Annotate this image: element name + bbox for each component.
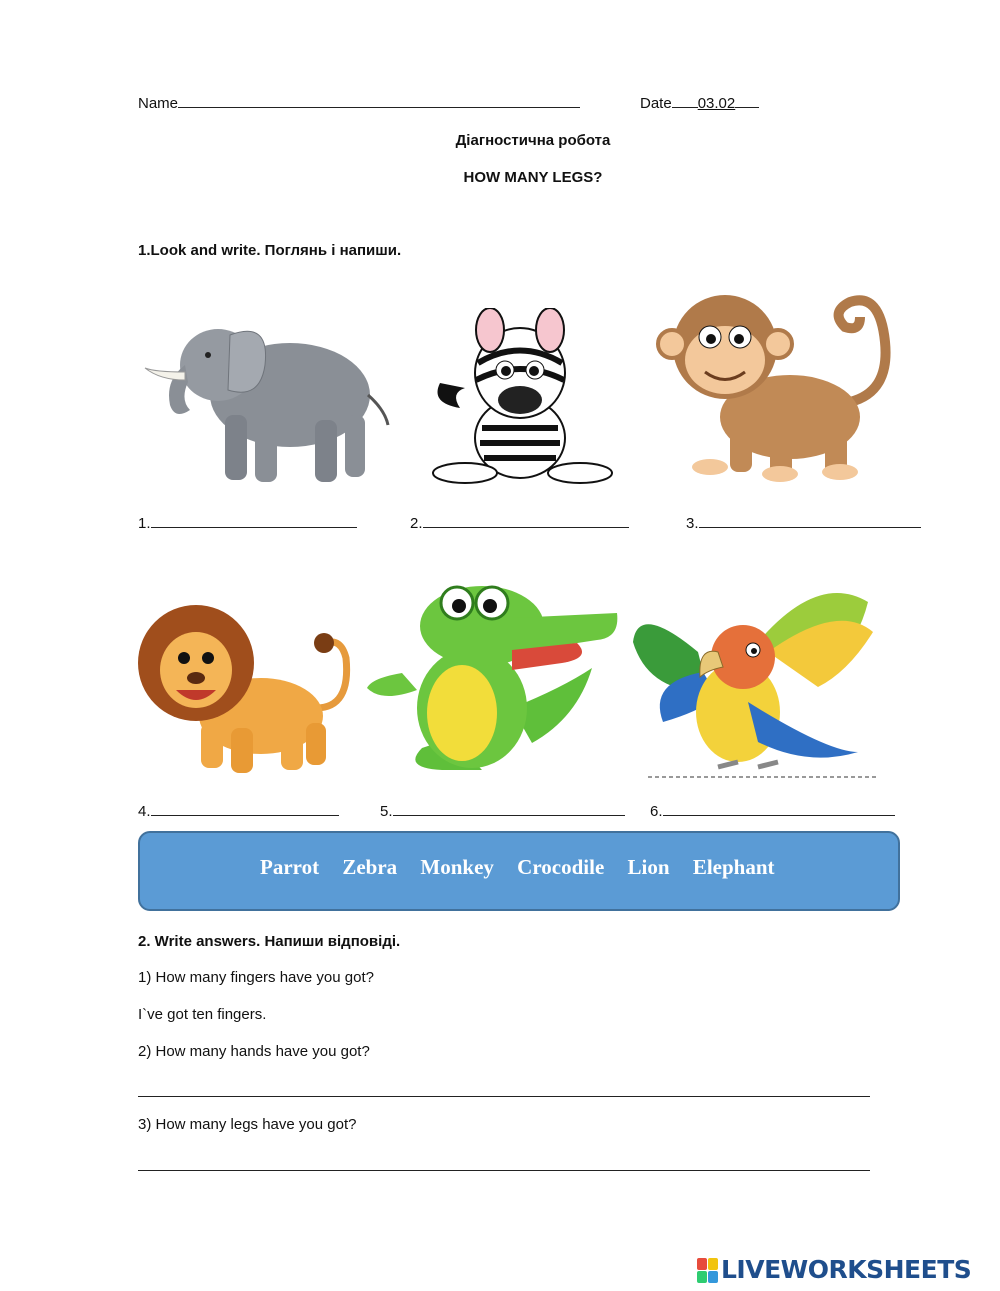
answer-4 (138, 798, 339, 820)
name-label: Name (138, 95, 179, 112)
answer-5-field[interactable] (393, 798, 625, 816)
answer-5-number: 5. (380, 803, 393, 820)
parrot-icon (628, 582, 883, 782)
date-label: Date (640, 95, 672, 112)
question-1: 1) How many fingers have you got? (138, 969, 374, 986)
answer-3-line[interactable] (138, 1152, 870, 1171)
word-elephant: Elephant (692, 855, 775, 879)
lion-icon (136, 598, 361, 778)
liveworksheets-logo (697, 1255, 997, 1285)
task2-heading: 2. Write answers. Напиши відповіді. (138, 933, 401, 950)
monkey-icon (650, 282, 915, 492)
answer-3-field[interactable] (699, 510, 921, 528)
answer-4-field[interactable] (151, 798, 339, 816)
answer-2-number: 2. (410, 515, 423, 532)
answer-3 (686, 510, 921, 532)
name-field[interactable] (178, 107, 580, 108)
word-parrot: Parrot (260, 855, 320, 879)
question-2: 2) How many hands have you got? (138, 1043, 370, 1060)
answer-4-number: 4. (138, 803, 151, 820)
answer-2 (410, 510, 629, 532)
logo-text: LIVEWORKSHEETS (721, 1255, 972, 1284)
word-zebra: Zebra (342, 855, 398, 879)
word-bank-words (260, 855, 793, 880)
word-bank (138, 831, 900, 911)
title-ua: Діагностична робота (455, 132, 611, 149)
answer-6-number: 6. (650, 803, 663, 820)
answer-5 (380, 798, 625, 820)
answer-2-field[interactable] (423, 510, 629, 528)
name-row (138, 95, 580, 112)
answer-1-field[interactable] (151, 510, 357, 528)
date-value: 03.02 (697, 95, 736, 112)
task1-heading: 1.Look and write. Поглянь і напиши. (138, 242, 402, 259)
answer-1 (138, 510, 357, 532)
logo-blocks-icon (697, 1258, 719, 1284)
answer-2-line[interactable] (138, 1078, 870, 1097)
elephant-icon (140, 310, 395, 490)
date-underline-left (672, 107, 698, 108)
crocodile-icon (362, 578, 624, 778)
answer-6-field[interactable] (663, 798, 895, 816)
word-crocodile: Crocodile (517, 855, 605, 879)
word-monkey: Monkey (420, 855, 494, 879)
question-3: 3) How many legs have you got? (138, 1116, 357, 1133)
answer-example: I`ve got ten fingers. (138, 1006, 267, 1023)
answer-3-number: 3. (686, 515, 699, 532)
answer-1-number: 1. (138, 515, 151, 532)
answer-6 (650, 798, 895, 820)
date-underline-right (735, 107, 759, 108)
zebra-icon (420, 308, 620, 493)
date-row (640, 95, 759, 112)
title-en: HOW MANY LEGS? (463, 169, 603, 186)
word-lion: Lion (627, 855, 670, 879)
